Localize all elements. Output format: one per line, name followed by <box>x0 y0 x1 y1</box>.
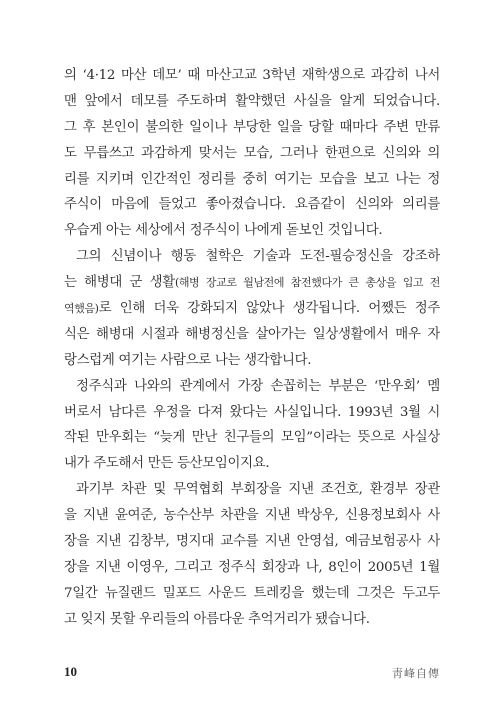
text-line: 리를 지키며 인간적인 정리를 중히 여기는 모습을 보고 나는 정 <box>64 171 440 187</box>
text-run: 는 해병대 군 생활 <box>64 275 175 291</box>
text-line: 장을 지낸 이영우, 그리고 정주식 회장과 나, 8인이 2005년 1월 <box>64 559 440 575</box>
page-footer <box>64 664 440 684</box>
text-line: 정주식과 나와의 관계에서 가장 손꼽히는 부분은 ‘만우회’ 멤 <box>76 378 440 394</box>
page-number: 10 <box>64 664 77 679</box>
text-line <box>64 296 440 322</box>
text-line: 장을 지낸 김창부, 명지대 교수를 지낸 안영섭, 예금보험공사 사 <box>64 534 440 550</box>
text-line: 고 잊지 못할 우리들의 아름다운 추억거리가 됐습니다. <box>64 611 370 627</box>
parenthetical-note-end: 역했음) <box>64 302 99 316</box>
text-line: 과기부 차관 및 무역협회 부회장을 지낸 조건호, 환경부 장관 <box>76 482 440 498</box>
text-line: 그의 신념이나 행동 철학은 기술과 도전-필승정신을 강조하 <box>76 249 440 265</box>
running-title: 靑峰自傳 <box>392 667 440 680</box>
text-line: 버로서 남다른 우정을 다져 왔다는 사실입니다. 1993년 3월 시 <box>64 404 440 420</box>
text-line: 을 지낸 윤여준, 농수산부 차관을 지낸 박상우, 신용정보회사 사 <box>64 508 440 524</box>
text-line: 식은 해병대 시절과 해병정신을 살아가는 일상생활에서 매우 자 <box>64 326 440 342</box>
parenthetical-note: (해병 장교로 월남전에 참전했다가 큰 총상을 입고 전 <box>174 276 440 290</box>
text-line: 주식이 마음에 들었고 좋아졌습니다. 요즘같이 신의와 의리를 <box>64 197 440 213</box>
text-line: 작된 만우회는 “늦게 만난 친구들의 모임”이라는 뜻으로 사실상 <box>64 430 440 446</box>
text-line: 의 ‘4·12 마산 데모’ 때 마산고교 3학년 재학생으로 과감히 나서 <box>64 68 440 83</box>
text-line: 맨 앞에서 데모를 주도하며 활약했던 사실을 알게 되었습니다. <box>64 93 440 109</box>
body-text <box>64 63 440 633</box>
text-line: 그 후 본인이 불의한 일이나 부당한 일을 당할 때마다 주변 만류 <box>64 119 440 135</box>
text-line: 7일간 뉴질랜드 밀포드 사운드 트레킹을 했는데 그것은 두고두 <box>64 585 440 601</box>
text-line: 랑스럽게 여기는 사람으로 나는 생각합니다. <box>64 352 312 368</box>
text-run: 로 인해 더욱 강화되지 않았나 생각됩니다. 어쨌든 정주 <box>98 301 440 317</box>
text-line: 우습게 아는 세상에서 정주식이 나에게 돋보인 것입니다. <box>64 223 383 239</box>
text-line <box>64 270 440 296</box>
text-line: 도 무릅쓰고 과감하게 맞서는 모습, 그러나 한편으로 신의와 의 <box>64 145 440 161</box>
text-line: 내가 주도해서 만든 등산모임이지요. <box>64 456 270 472</box>
